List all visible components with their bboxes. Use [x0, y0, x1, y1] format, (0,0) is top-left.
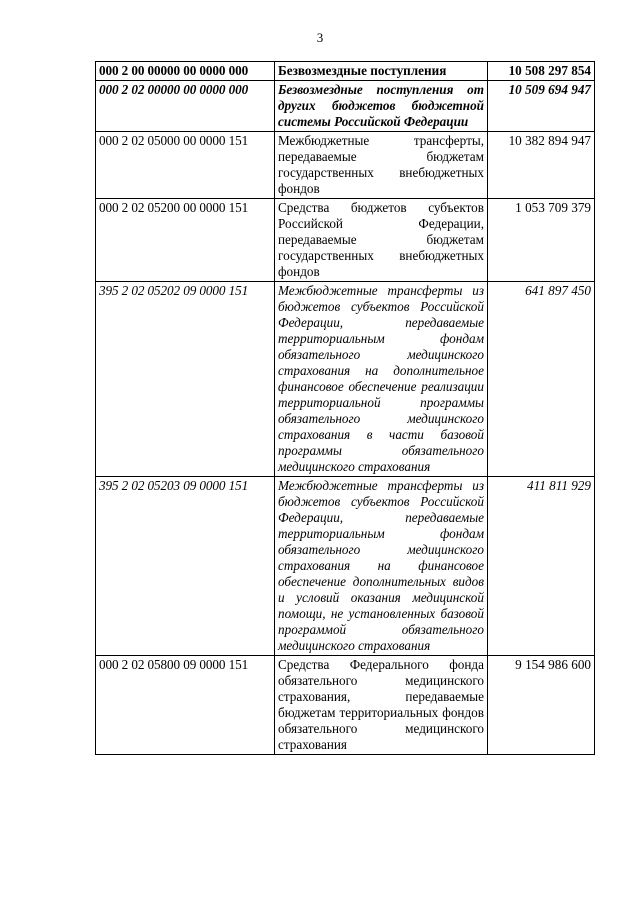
table-row: [96, 282, 595, 477]
revenue-name: Безвозмездные поступления от других бюджетов бюджетной системы Российской Федерации: [275, 81, 488, 132]
amount: 10 382 894 947: [488, 132, 595, 199]
classification-code: 000 2 02 05200 00 0000 151: [96, 199, 275, 282]
table-row: [96, 656, 595, 755]
table-row: [96, 132, 595, 199]
classification-code: 395 2 02 05203 09 0000 151: [96, 477, 275, 656]
table-row: [96, 81, 595, 132]
revenue-name: Межбюджетные трансферты из бюджетов субъектов Российской Федерации, передаваемые территориальным фондам обязательного медицинского страхования на дополнительное финансовое обеспечение реализации территориальной программы обязательного медицинского страхования в части базовой программы обязательного медицинского страхования: [275, 282, 488, 477]
classification-code: 000 2 00 00000 00 0000 000: [96, 62, 275, 81]
amount: 10 508 297 854: [488, 62, 595, 81]
page-number: 3: [316, 30, 324, 45]
table-row: [96, 477, 595, 656]
table-row: [96, 199, 595, 282]
revenue-name: Межбюджетные трансферты из бюджетов субъектов Российской Федерации, передаваемые территориальным фондам обязательного медицинского страхования на финансовое обеспечение дополнительных видов и условий оказания медицинской помощи, не установленных базовой программой обязательного медицинского страхования: [275, 477, 488, 656]
revenue-name: Межбюджетные трансферты, передаваемые бюджетам государственных внебюджетных фондов: [275, 132, 488, 199]
classification-code: 395 2 02 05202 09 0000 151: [96, 282, 275, 477]
classification-code: 000 2 02 00000 00 0000 000: [96, 81, 275, 132]
classification-code: 000 2 02 05000 00 0000 151: [96, 132, 275, 199]
revenue-name: Средства Федерального фонда обязательного медицинского страхования, передаваемые бюджетам территориальных фондов обязательного медицинского страхования: [275, 656, 488, 755]
revenue-name: Безвозмездные поступления: [275, 62, 488, 81]
classification-code: 000 2 02 05800 09 0000 151: [96, 656, 275, 755]
amount: 411 811 929: [488, 477, 595, 656]
amount: 641 897 450: [488, 282, 595, 477]
amount: 10 509 694 947: [488, 81, 595, 132]
budget-revenue-table: [95, 61, 595, 755]
amount: 1 053 709 379: [488, 199, 595, 282]
amount: 9 154 986 600: [488, 656, 595, 755]
revenue-name: Средства бюджетов субъектов Российской Федерации, передаваемые бюджетам государственных внебюджетных фондов: [275, 199, 488, 282]
table-row: [96, 62, 595, 81]
